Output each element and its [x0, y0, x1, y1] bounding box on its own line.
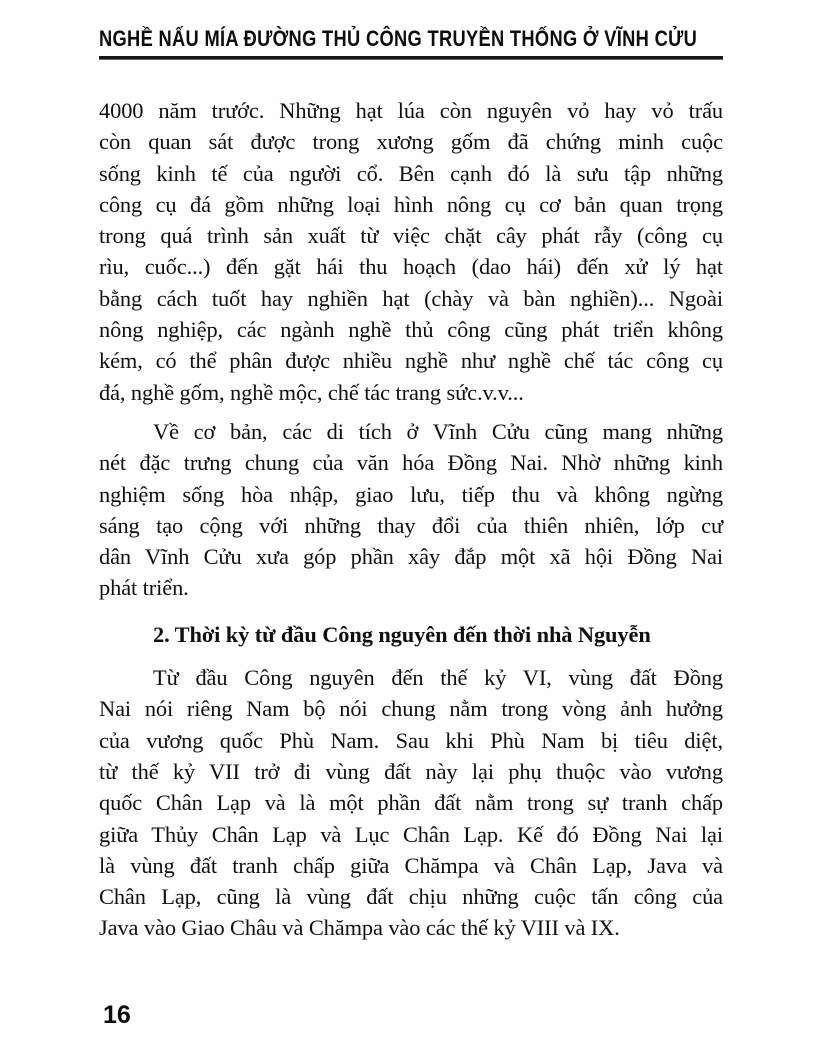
text-line: dân Vĩnh Cửu xưa góp phần xây đắp một xã hội Đồng Nai — [99, 544, 723, 570]
text-line: rìu, cuốc...) đến gặt hái thu hoạch (dao hái) đến xử lý hạt — [99, 254, 723, 280]
text-line: Nai nói riêng Nam bộ nói chung nằm trong vòng ảnh hưởng — [99, 696, 723, 722]
running-header-title: NGHỀ NẤU MÍA ĐƯỜNG THỦ CÔNG TRUYỀN THỐNG Ở VĨNH CỬU — [99, 26, 698, 51]
text-line: nét đặc trưng chung của văn hóa Đồng Nai. Nhờ những kinh — [99, 450, 723, 476]
header-rule — [99, 56, 723, 60]
text-line: Từ đầu Công nguyên đến thế kỷ VI, vùng đất Đồng — [153, 665, 723, 691]
section-heading — [99, 619, 723, 650]
text-line: Java vào Giao Châu và Chămpa vào các thế kỷ VIII và IX. — [99, 915, 620, 941]
text-line: là vùng đất tranh chấp giữa Chămpa và Chân Lạp, Java và — [99, 852, 723, 878]
paragraph — [99, 662, 723, 944]
text-line: trong quá trình sản xuất từ việc chặt cây phát rẫy (công cụ — [99, 223, 723, 249]
text-line: còn quan sát được trong xương gốm đã chứng minh cuộc — [99, 129, 723, 155]
text-line: của vương quốc Phù Nam. Sau khi Phù Nam bị tiêu diệt, — [99, 727, 723, 753]
paragraph — [99, 416, 723, 604]
page-content — [99, 26, 723, 944]
running-header — [99, 26, 723, 60]
text-line: quốc Chân Lạp và là một phần đất nằm trong sự tranh chấp — [99, 790, 723, 816]
text-line: 2. Thời kỳ từ đầu Công nguyên đến thời nhà Nguyễn — [153, 621, 651, 647]
page-number: 16 — [103, 1001, 131, 1029]
text-line: phát triển. — [99, 575, 189, 601]
text-line: bằng cách tuốt hay nghiền hạt (chày và bàn nghiền)... Ngoài — [99, 285, 723, 311]
text-line: kém, có thể phân được nhiều nghề như nghề chế tác công cụ — [99, 348, 723, 374]
text-line: từ thế kỷ VII trở đi vùng đất này lại phụ thuộc vào vương — [99, 758, 723, 784]
text-line: sáng tạo cộng với những thay đổi của thiên nhiên, lớp cư — [99, 512, 723, 538]
text-body — [99, 95, 723, 944]
text-line: đá, nghề gốm, nghề mộc, chế tác trang sức.v.v... — [99, 379, 524, 405]
text-line: công cụ đá gồm những loại hình nông cụ cơ bản quan trọng — [99, 191, 723, 217]
text-line: sống kinh tế của người cổ. Bên cạnh đó là sưu tập những — [99, 160, 723, 186]
text-line: giữa Thủy Chân Lạp và Lục Chân Lạp. Kế đó Đồng Nai lại — [99, 821, 723, 847]
text-line: nghiệm sống hòa nhập, giao lưu, tiếp thu và không ngừng — [99, 481, 723, 507]
paragraph — [99, 95, 723, 408]
text-line: Về cơ bản, các di tích ở Vĩnh Cửu cũng mang những — [153, 418, 723, 444]
text-line: 4000 năm trước. Những hạt lúa còn nguyên vỏ hay vỏ trấu — [99, 98, 723, 123]
text-line: Chân Lạp, cũng là vùng đất chịu những cuộc tấn công của — [99, 884, 723, 910]
text-line: nông nghiệp, các ngành nghề thủ công cũng phát triển không — [99, 317, 723, 343]
